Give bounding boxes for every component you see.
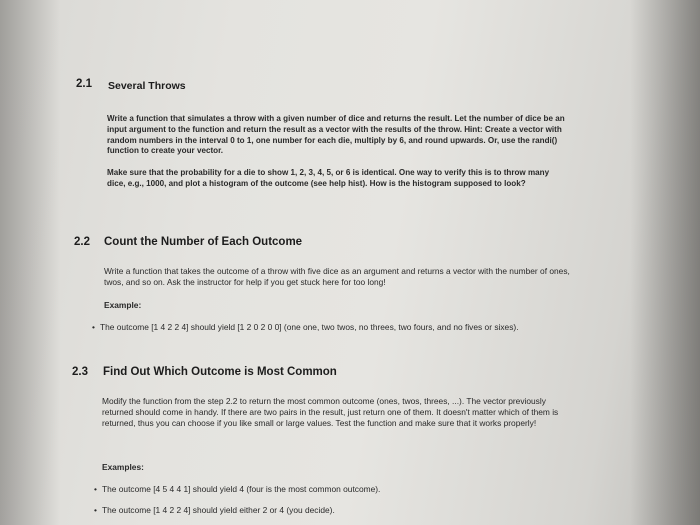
example-bullet [92, 322, 576, 333]
section-number: 2.1 [76, 78, 92, 90]
section-number: 2.3 [72, 366, 88, 378]
section-paragraph: Modify the function from the step 2.2 to return the most common outcome (ones, twos, threes, ...). The vector previously returned should come in handy. If there are two pairs in the result, just return one of them. It doesn't matter which of them is returned, thus you can choose if you like small or large values. Test the function and make sure that it works properly! [102, 396, 559, 428]
example-bullet [94, 505, 578, 516]
page-shadow-right [630, 0, 700, 525]
bullet-dot: • [94, 505, 97, 515]
example-text: The outcome [1 4 2 2 4] should yield either 2 or 4 (you decide). [102, 505, 335, 515]
example-label: Examples: [102, 462, 144, 472]
example-bullet [94, 484, 578, 495]
example-text: The outcome [4 5 4 4 1] should yield 4 (four is the most common outcome). [102, 484, 381, 494]
section-paragraph: Make sure that the probability for a die to show 1, 2, 3, 4, 5, or 6 is identical. One way to verify this is to throw many dice, e.g., 1000, and plot a histogram of the outcome (see help hist). How is the histogram supposed to look? [107, 168, 550, 188]
section-title: Count the Number of Each Outcome [104, 236, 303, 248]
section-title: Find Out Which Outcome is Most Common [103, 366, 337, 378]
section-paragraph: Write a function that simulates a throw with a given number of dice and returns the result. Let the number of dice be an input argument to the function and return the result as a vector with the results of the throw. Hint: Create a vector with random numbers in the interval 0 to 1, one number for each die, multiply by 6, and round upwards. Or, use the randi() function to create your vector. [107, 114, 565, 156]
section-paragraph: Write a function that takes the outcome of a throw with five dice as an argument and returns a vector with the number of ones, twos, and so on. Ask the instructor for help if you get stuck here for too long! [104, 266, 570, 287]
section-title: Several Throws [108, 80, 186, 92]
bullet-dot: • [94, 484, 97, 494]
page-shadow-left [0, 0, 60, 525]
bullet-dot: • [92, 322, 95, 332]
section-number: 2.2 [74, 236, 90, 248]
example-text: The outcome [1 4 2 2 4] should yield [1 2 0 2 0 0] (one one, two twos, no threes, two fours, and no fives or sixes). [100, 322, 519, 332]
example-label: Example: [104, 300, 142, 310]
